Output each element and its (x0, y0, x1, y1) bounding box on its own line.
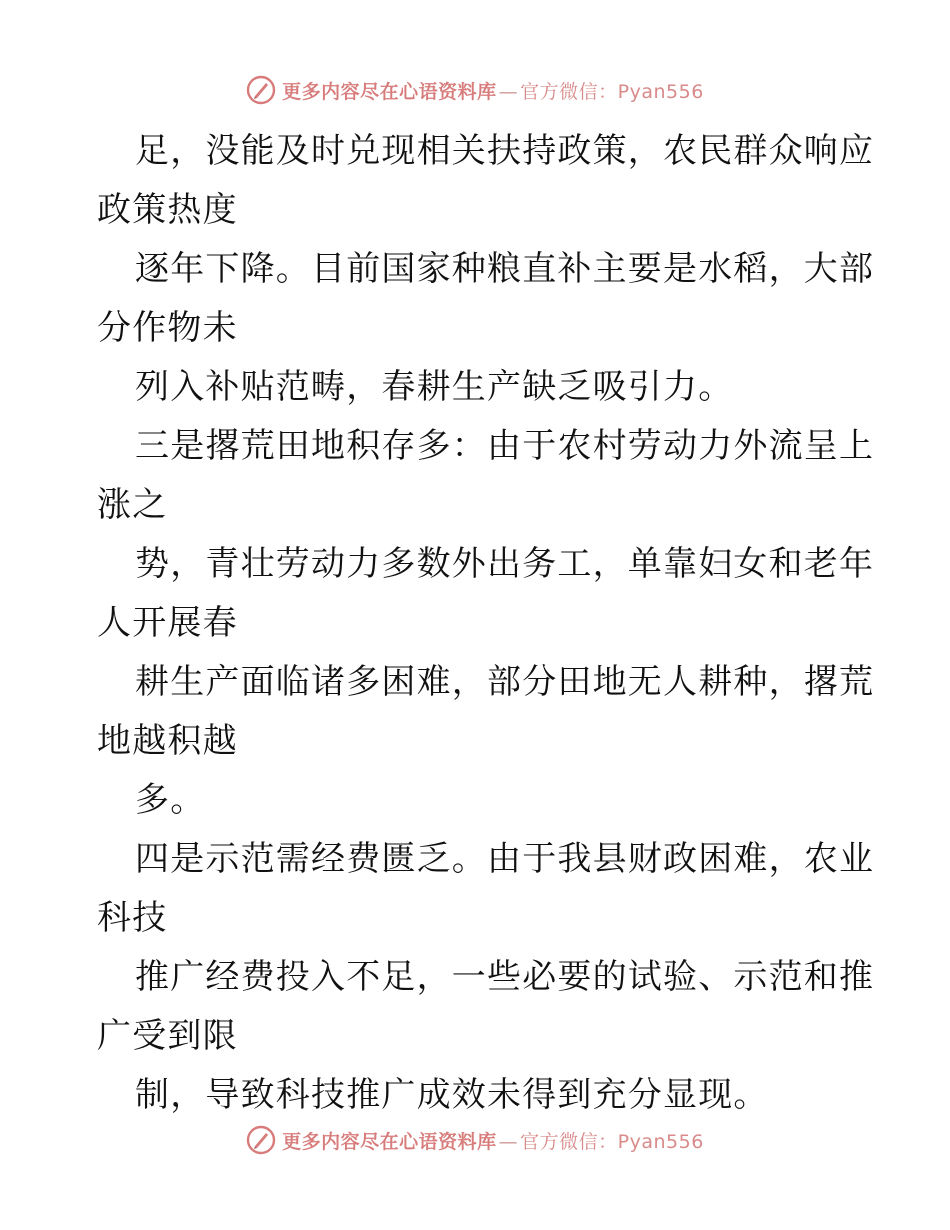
body-text-line: 多。 (135, 780, 206, 820)
body-text-line: 人开展春 (97, 603, 238, 643)
body-text-line: 三是撂荒田地积存多：由于农村劳动力外流呈上 (135, 426, 875, 466)
watermark-brand: 更多内容尽在心语资料库 (282, 80, 497, 103)
header-watermark (0, 70, 950, 110)
watermark-text (282, 1127, 704, 1154)
body-text-line: 涨之 (97, 485, 168, 525)
body-text-line: 制，导致科技推广成效未得到充分显现。 (135, 1075, 769, 1115)
body-text-line: 科技 (97, 898, 168, 938)
watermark-wechat: 官方微信：Pyan556 (520, 80, 704, 103)
body-text-line: 四是示范需经费匮乏。由于我县财政困难，农业 (135, 839, 875, 879)
body-text-line: 列入补贴范畴，春耕生产缺乏吸引力。 (135, 367, 734, 407)
quill-logo-icon (246, 1125, 276, 1155)
body-text-line: 逐年下降。目前国家种粮直补主要是水稻，大部 (135, 249, 875, 289)
watermark-brand: 更多内容尽在心语资料库 (282, 1130, 497, 1153)
body-text-line: 推广经费投入不足，一些必要的试验、示范和推 (135, 957, 875, 997)
body-text-line: 地越积越 (97, 721, 238, 761)
document-body (97, 122, 875, 1125)
quill-logo-icon (246, 75, 276, 105)
watermark-wechat: 官方微信：Pyan556 (520, 1130, 704, 1153)
body-text-line: 分作物未 (97, 308, 238, 348)
watermark-text (282, 77, 704, 104)
footer-watermark (0, 1120, 950, 1160)
body-text-line: 势，青壮劳动力多数外出务工，单靠妇女和老年 (135, 544, 875, 584)
watermark-separator: — (498, 1130, 519, 1153)
body-text-line: 耕生产面临诸多困难，部分田地无人耕种，撂荒 (135, 662, 875, 702)
body-text-line: 政策热度 (97, 190, 238, 230)
body-text-line: 足，没能及时兑现相关扶持政策，农民群众响应 (135, 131, 875, 171)
body-text-line: 广受到限 (97, 1016, 238, 1056)
watermark-separator: — (498, 80, 519, 103)
